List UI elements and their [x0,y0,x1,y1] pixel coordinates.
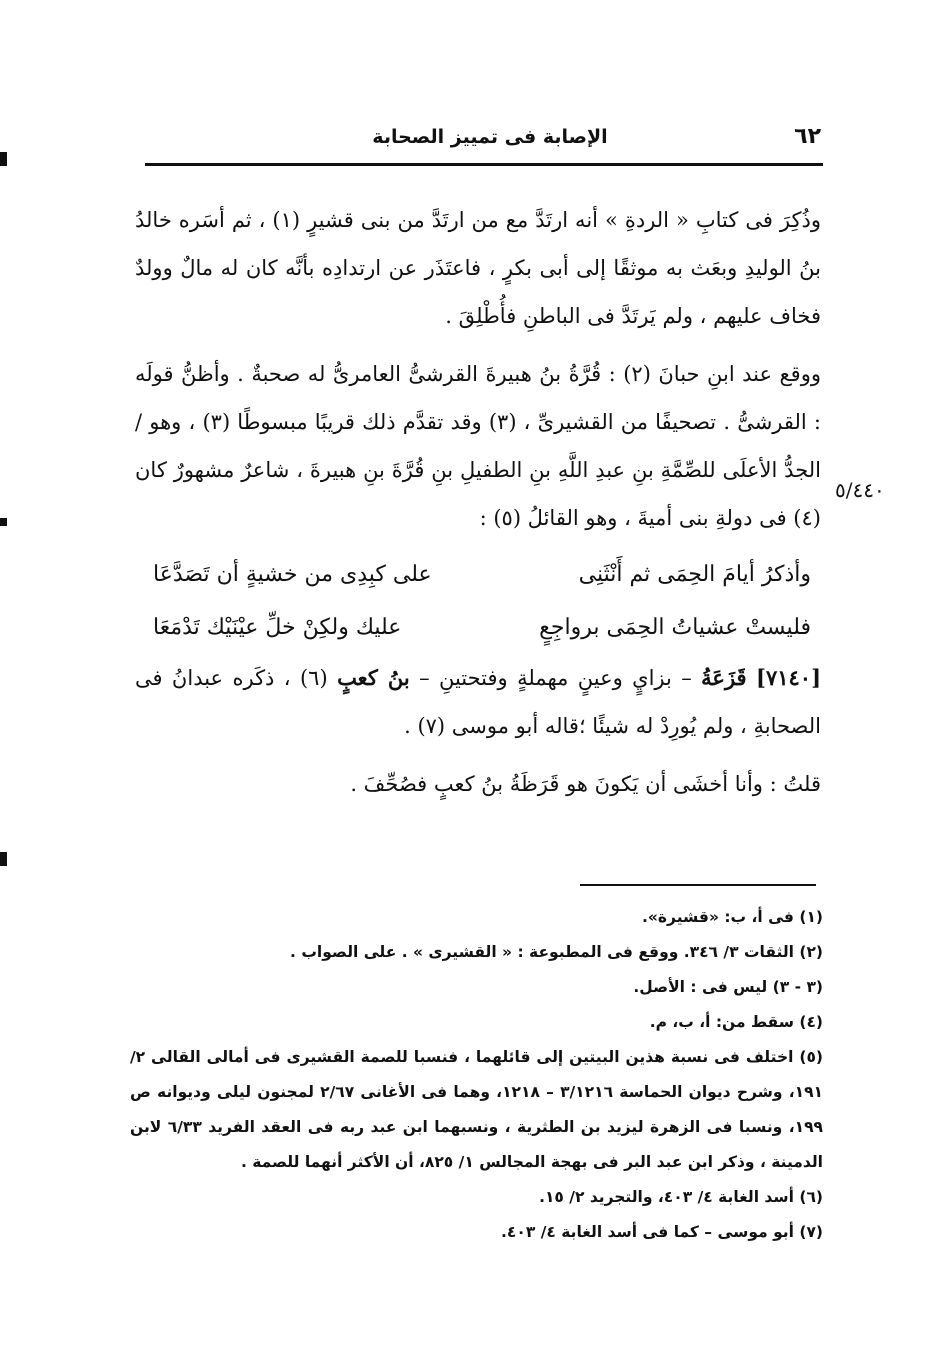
entry-text: – بزايٍ وعينٍ مهملةٍ وفتحتينِ – [419,666,692,690]
entry-name: قَزَعَةُ [701,665,747,690]
entry-text: (٦) ، ذكَره عبدانُ فى الصحابةِ ، ولم يُورِدْ له شيئًا ؛قاله أبو موسى (٧) . [135,666,821,738]
footnotes [130,900,823,1250]
poem-verse [135,601,821,654]
poem-hemistich: على كبِدِى من خشيةٍ أن تَصَدَّعَا [153,562,432,587]
footnote: (١) فى أ، ب: «قشيرة». [642,908,823,926]
running-title: الإصابة فى تمييز الصحابة [372,126,608,148]
footnote: (٦) أسد الغابة ٤/ ٤٠٣، والتجريد ٢/ ١٥. [539,1188,823,1206]
footnote: (٧) أبو موسى – كما فى أسد الغابة ٤/ ٤٠٣. [501,1223,823,1241]
main-text [135,196,821,808]
poem-hemistich: عليك ولكِنْ خلِّ عيْنَيْك تَدْمَعَا [153,615,402,640]
page-header [145,120,821,160]
margin-volume-page-reference: ٥/٤٤٠ [835,478,885,502]
page-number: ٦٢ [794,124,821,149]
header-rule [145,163,823,166]
poem-verse [135,548,821,601]
biography-entry [135,654,821,750]
scan-edge-mark [0,518,7,526]
poem-hemistich: فليستْ عشياتُ الحِمَى برواجِعٍ [539,615,811,640]
footnote: (٢) الثقات ٣/ ٣٤٦. ووقع فى المطبوعة : « القشيرى » . على الصواب . [290,943,823,961]
footnote: (٥) اختلف فى نسبة هذين البيتين إلى قائلهما ، فنسبا للصمة القشيرى فى أمالى القالى ٢/ ١٩١، وشرح ديوان الحماسة ٣/١٢١٦ – ١٢١٨، وهما فى الأغانى ٢/٦٧ لمجنون ليلى وديوانه ص ١٩٩، ونسبا فى الزهرة ليزيد بن الطثرية ، ونسبهما ابن عبد ربه فى العقد الفريد ٦/٣٣ لابن الدمينة ، وذكر ابن عبد البر فى بهجة المجالس ١/ ٨٢٥، أن الأكثر أنهما للصمة . [130,1048,823,1171]
scan-edge-mark [0,852,7,866]
poem [135,548,821,654]
footnote-separator [580,884,816,886]
paragraph: ووقع عند ابنِ حبانَ (٢) : قُرَّةُ بنُ هبيرةَ القرشىُّ العامرىُّ له صحبةٌ . وأظنُّ قولَه : القرشىُّ . تصحيفًا من القشيرىِّ ، (٣) وقد تقدَّم ذلك قريبًا مبسوطًا (٣) ، وهو / الجدُّ الأعلَى للصِّمَّةِ بنِ عبدِ اللَّهِ بنِ الطفيلِ بنِ قُرَّةَ بنِ هبيرةَ ، شاعرٌ مشهورٌ كان (٤) فى دولةِ بنى أميةَ ، وهو القائلُ (٥) : [135,362,821,530]
footnote: (٣ - ٣) ليس فى : الأصل. [633,978,823,996]
entry-number: [٧١٤٠] [756,665,821,690]
paragraph: قلتُ : وأنا أخشَى أن يَكونَ هو قَرَظَةُ بنُ كعبٍ فصُحِّفَ . [350,772,821,796]
entry-name: بنُ كعبٍ [337,665,410,690]
paragraph: وذُكِرَ فى كتابِ « الردةِ » أنه ارتَدَّ مع من ارتَدَّ من بنى قشيرٍ (١) ، ثم أسَره خالدُ بنُ الوليدِ وبعَث به موثقًا إلى أبى بكرٍ ، فاعتَذَر عن ارتدادِه بأنَّه كان له مالٌ وولدٌ فخاف عليهم ، ولم يَرتَدَّ فى الباطنِ فأُطْلِقَ . [135,208,821,328]
footnote: (٤) سقط من: أ، ب، م. [649,1013,823,1031]
poem-hemistich: وأذكرُ أيامَ الحِمَى ثم أَنْثَنِى [578,562,811,587]
scan-edge-mark [0,152,7,166]
